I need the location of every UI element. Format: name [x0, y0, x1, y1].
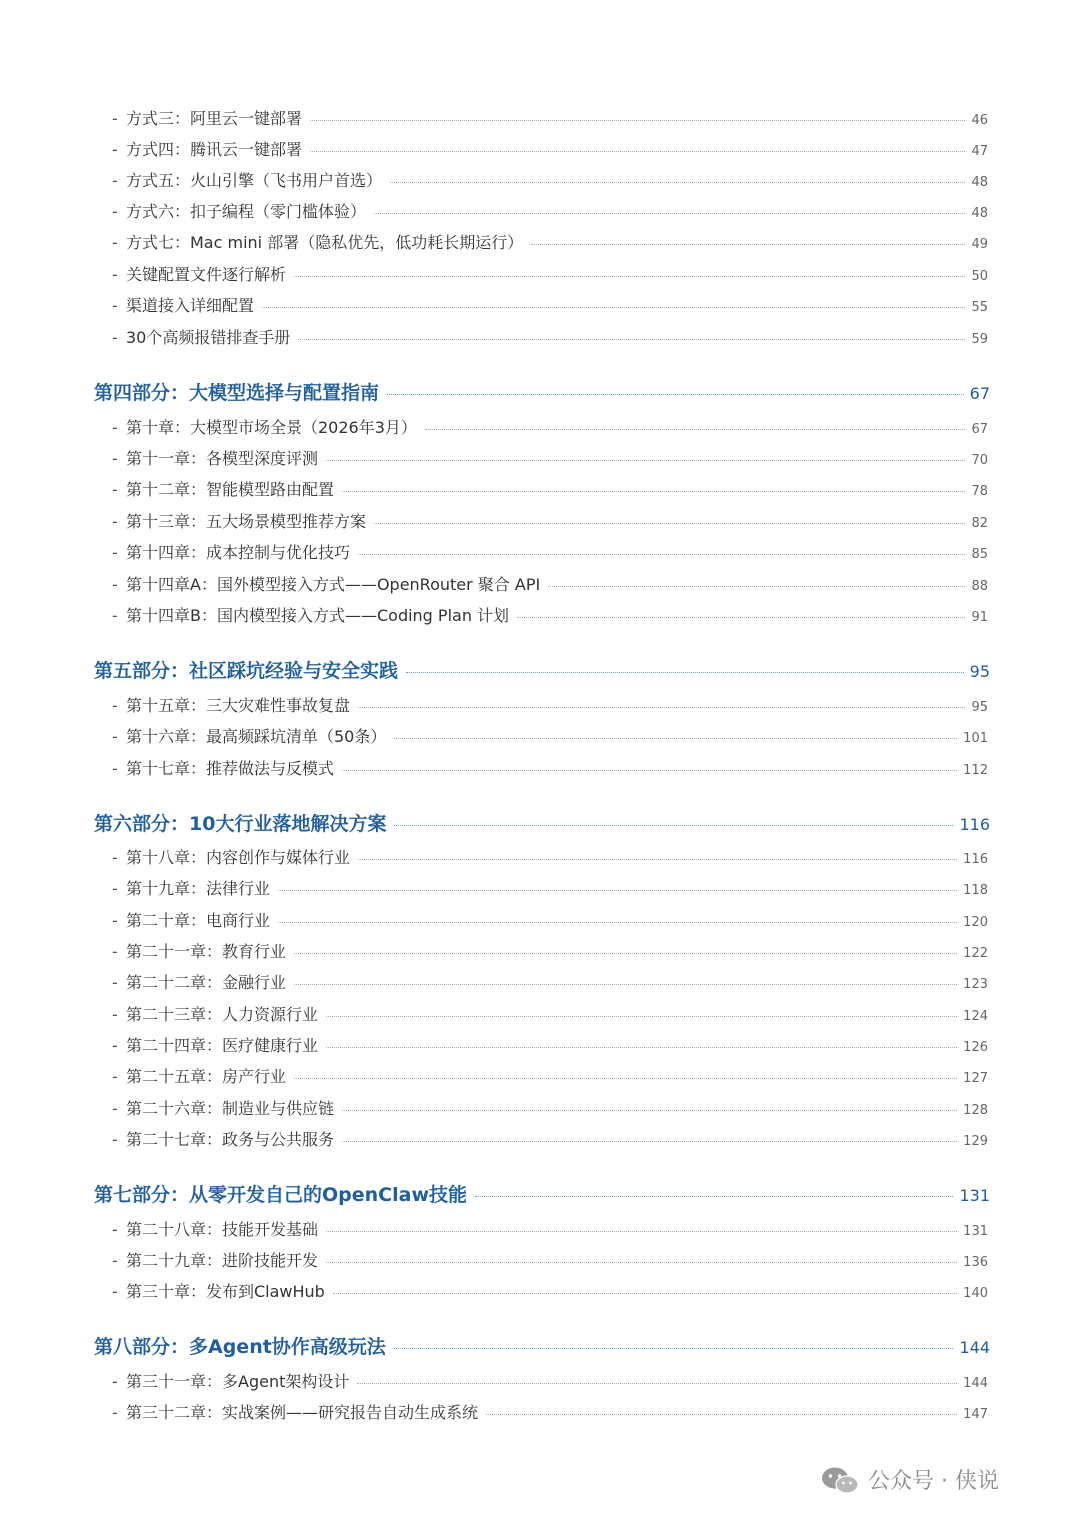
toc-entry[interactable]: [112, 1217, 988, 1240]
entry-page: 48: [971, 175, 988, 190]
entry-title: 关键配置文件逐行解析: [126, 265, 287, 284]
section-page: 67: [969, 384, 990, 403]
toc-entry[interactable]: [112, 756, 988, 779]
dot-leader: [342, 770, 957, 771]
section-title: 第八部分：多Agent协作高级玩法: [94, 1336, 386, 1358]
entry-title: 第三十二章：实战案例——研究报告自动生成系统: [126, 1403, 479, 1422]
entry-page: 85: [971, 547, 988, 562]
entry-title: 第二十章：电商行业: [126, 911, 271, 930]
entry-page: 47: [971, 144, 988, 159]
toc-entry[interactable]: [112, 137, 988, 160]
entry-dash: -: [112, 696, 118, 715]
dot-leader: [387, 394, 964, 395]
toc-entry[interactable]: [112, 876, 988, 899]
entry-dash: -: [112, 1067, 118, 1086]
toc-entry[interactable]: [112, 1127, 988, 1150]
entry-dash: -: [112, 1220, 118, 1239]
toc-entry[interactable]: [112, 477, 988, 500]
dot-leader: [278, 922, 957, 923]
entry-dash: -: [112, 1251, 118, 1270]
entry-dash: -: [112, 449, 118, 468]
entry-page: 50: [971, 269, 988, 284]
entry-page: 127: [963, 1071, 988, 1086]
toc-entry[interactable]: [112, 603, 988, 626]
entry-title: 30个高频报错排查手册: [126, 328, 291, 347]
entry-page: 91: [971, 610, 988, 625]
entry-dash: -: [112, 1372, 118, 1391]
entry-title: 方式三：阿里云一键部署: [126, 109, 303, 128]
toc-entry[interactable]: [112, 106, 988, 129]
entry-dash: -: [112, 296, 118, 315]
section-page: 131: [959, 1186, 990, 1205]
dot-leader: [486, 1414, 957, 1415]
dot-leader: [298, 339, 965, 340]
entry-dash: -: [112, 848, 118, 867]
dot-leader: [374, 213, 965, 214]
entry-title: 方式四：腾讯云一键部署: [126, 140, 303, 159]
entry-dash: -: [112, 140, 118, 159]
dot-leader: [326, 1262, 957, 1263]
toc-section[interactable]: [94, 656, 990, 683]
toc-entry[interactable]: [112, 540, 988, 563]
dot-leader: [358, 554, 965, 555]
entry-page: 67: [971, 422, 988, 437]
toc-entry[interactable]: [112, 1279, 988, 1302]
toc-entry[interactable]: [112, 230, 988, 253]
watermark-text: 公众号 · 侠说: [868, 1469, 999, 1494]
entry-title: 第二十九章：进阶技能开发: [126, 1251, 319, 1270]
entry-page: 59: [971, 332, 988, 347]
entry-page: 112: [963, 763, 988, 778]
entry-dash: -: [112, 1282, 118, 1301]
entry-page: 116: [963, 852, 988, 867]
dot-leader: [358, 707, 965, 708]
entry-title: 第十四章A：国外模型接入方式——OpenRouter 聚合 API: [126, 575, 541, 594]
entry-dash: -: [112, 973, 118, 992]
section-page: 116: [959, 815, 990, 834]
entry-dash: -: [112, 418, 118, 437]
watermark: [820, 1464, 999, 1495]
toc-section[interactable]: [94, 1332, 990, 1359]
entry-page: 118: [963, 883, 988, 898]
section-page: 95: [969, 662, 990, 681]
toc-entry[interactable]: [112, 939, 988, 962]
toc-entry[interactable]: [112, 415, 988, 438]
entry-page: 88: [971, 579, 988, 594]
entry-page: 48: [971, 206, 988, 221]
entry-page: 147: [963, 1407, 988, 1422]
dot-leader: [326, 460, 965, 461]
dot-leader: [326, 1016, 957, 1017]
entry-page: 124: [963, 1009, 988, 1024]
dot-leader: [326, 1047, 957, 1048]
entry-page: 70: [971, 453, 988, 468]
section-page: 144: [959, 1338, 990, 1357]
dot-leader: [406, 672, 964, 673]
section-title: 第五部分：社区踩坑经验与安全实践: [94, 660, 399, 682]
toc-entry[interactable]: [112, 845, 988, 868]
dot-leader: [374, 523, 965, 524]
dot-leader: [425, 429, 966, 430]
section-title: 第四部分：大模型选择与配置指南: [94, 382, 380, 404]
entry-title: 第十三章：五大场景模型推荐方案: [126, 512, 367, 531]
entry-title: 方式六：扣子编程（零门槛体验）: [126, 202, 367, 221]
entry-page: 129: [963, 1134, 988, 1149]
toc-entry[interactable]: [112, 970, 988, 993]
entry-page: 46: [971, 113, 988, 128]
toc-entry[interactable]: [112, 693, 988, 716]
wechat-icon: [820, 1465, 860, 1495]
entry-title: 第二十一章：教育行业: [126, 942, 287, 961]
entry-dash: -: [112, 759, 118, 778]
entry-dash: -: [112, 480, 118, 499]
entry-title: 第十七章：推荐做法与反模式: [126, 759, 335, 778]
dot-leader: [475, 1196, 953, 1197]
entry-page: 140: [963, 1286, 988, 1301]
entry-title: 第十八章：内容创作与媒体行业: [126, 848, 351, 867]
entry-page: 131: [963, 1224, 988, 1239]
entry-page: 128: [963, 1103, 988, 1118]
toc-entry[interactable]: [112, 199, 988, 222]
toc-entry[interactable]: [112, 293, 988, 316]
toc-entry[interactable]: [112, 572, 988, 595]
entry-dash: -: [112, 879, 118, 898]
entry-title: 第十二章：智能模型路由配置: [126, 480, 335, 499]
dot-leader: [358, 859, 957, 860]
toc-entry[interactable]: [112, 1096, 988, 1119]
dot-leader: [531, 244, 965, 245]
entry-title: 方式七：Mac mini 部署（隐私优先，低功耗长期运行）: [126, 233, 524, 252]
entry-dash: -: [112, 1130, 118, 1149]
entry-title: 第十一章：各模型深度评测: [126, 449, 319, 468]
entry-dash: -: [112, 171, 118, 190]
dot-leader: [294, 984, 957, 985]
entry-page: 144: [963, 1376, 988, 1391]
entry-dash: -: [112, 202, 118, 221]
entry-title: 第二十三章：人力资源行业: [126, 1005, 319, 1024]
dot-leader: [357, 1383, 957, 1384]
entry-title: 第十五章：三大灾难性事故复盘: [126, 696, 351, 715]
toc-entry[interactable]: [112, 325, 988, 348]
section-title: 第六部分：10大行业落地解决方案: [94, 813, 387, 835]
entry-title: 第二十四章：医疗健康行业: [126, 1036, 319, 1055]
entry-page: 55: [971, 300, 988, 315]
dot-leader: [390, 182, 965, 183]
dot-leader: [310, 151, 965, 152]
toc-entry[interactable]: [112, 1002, 988, 1025]
toc-section[interactable]: [94, 1180, 990, 1207]
entry-dash: -: [112, 1099, 118, 1118]
entry-page: 49: [971, 237, 988, 252]
toc-entry[interactable]: [112, 509, 988, 532]
entry-title: 第二十七章：政务与公共服务: [126, 1130, 335, 1149]
entry-page: 101: [963, 731, 988, 746]
toc-entry[interactable]: [112, 1248, 988, 1271]
toc-entry[interactable]: [112, 446, 988, 469]
dot-leader: [548, 586, 965, 587]
entry-title: 渠道接入详细配置: [126, 296, 255, 315]
entry-page: 95: [971, 700, 988, 715]
section-title: 第七部分：从零开发自己的OpenClaw技能: [94, 1184, 467, 1206]
entry-title: 方式五：火山引擎（飞书用户首选）: [126, 171, 383, 190]
toc-entry[interactable]: [112, 908, 988, 931]
entry-title: 第三十一章：多Agent架构设计: [126, 1372, 350, 1391]
entry-title: 第十章：大模型市场全景（2026年3月）: [126, 418, 417, 437]
entry-page: 123: [963, 977, 988, 992]
dot-leader: [278, 890, 957, 891]
dot-leader: [517, 617, 965, 618]
dot-leader: [310, 120, 965, 121]
entry-page: 82: [971, 516, 988, 531]
entry-title: 第十四章：成本控制与优化技巧: [126, 543, 351, 562]
dot-leader: [294, 953, 957, 954]
toc-section[interactable]: [94, 809, 990, 836]
toc-entry[interactable]: [112, 1064, 988, 1087]
entry-dash: -: [112, 109, 118, 128]
toc-entry[interactable]: [112, 1400, 988, 1423]
toc-entry[interactable]: [112, 1369, 988, 1392]
entry-title: 第二十六章：制造业与供应链: [126, 1099, 335, 1118]
dot-leader: [342, 1110, 957, 1111]
entry-dash: -: [112, 512, 118, 531]
dot-leader: [342, 1141, 957, 1142]
entry-dash: -: [112, 1403, 118, 1422]
entry-title: 第十四章B：国内模型接入方式——Coding Plan 计划: [126, 606, 510, 625]
entry-title: 第十九章：法律行业: [126, 879, 271, 898]
entry-dash: -: [112, 233, 118, 252]
entry-page: 120: [963, 915, 988, 930]
dot-leader: [394, 1348, 954, 1349]
entry-title: 第二十二章：金融行业: [126, 973, 287, 992]
entry-dash: -: [112, 265, 118, 284]
dot-leader: [294, 1078, 957, 1079]
toc-section[interactable]: [94, 378, 990, 405]
dot-leader: [326, 1231, 957, 1232]
toc-entry[interactable]: [112, 262, 988, 285]
dot-leader: [394, 825, 953, 826]
entry-title: 第二十五章：房产行业: [126, 1067, 287, 1086]
entry-title: 第十六章：最高频踩坑清单（50条）: [126, 727, 387, 746]
entry-title: 第二十八章：技能开发基础: [126, 1220, 319, 1239]
dot-leader: [394, 738, 957, 739]
entry-dash: -: [112, 1036, 118, 1055]
toc-entry[interactable]: [112, 1033, 988, 1056]
entry-title: 第三十章：发布到ClawHub: [126, 1282, 325, 1301]
entry-dash: -: [112, 543, 118, 562]
entry-page: 136: [963, 1255, 988, 1270]
entry-dash: -: [112, 328, 118, 347]
entry-dash: -: [112, 606, 118, 625]
entry-page: 78: [971, 484, 988, 499]
entry-page: 126: [963, 1040, 988, 1055]
dot-leader: [294, 276, 965, 277]
entry-dash: -: [112, 1005, 118, 1024]
dot-leader: [342, 491, 965, 492]
entry-dash: -: [112, 942, 118, 961]
entry-dash: -: [112, 911, 118, 930]
entry-page: 122: [963, 946, 988, 961]
dot-leader: [262, 307, 965, 308]
toc-entry[interactable]: [112, 168, 988, 191]
dot-leader: [333, 1293, 957, 1294]
toc-entry[interactable]: [112, 724, 988, 747]
entry-dash: -: [112, 727, 118, 746]
entry-dash: -: [112, 575, 118, 594]
